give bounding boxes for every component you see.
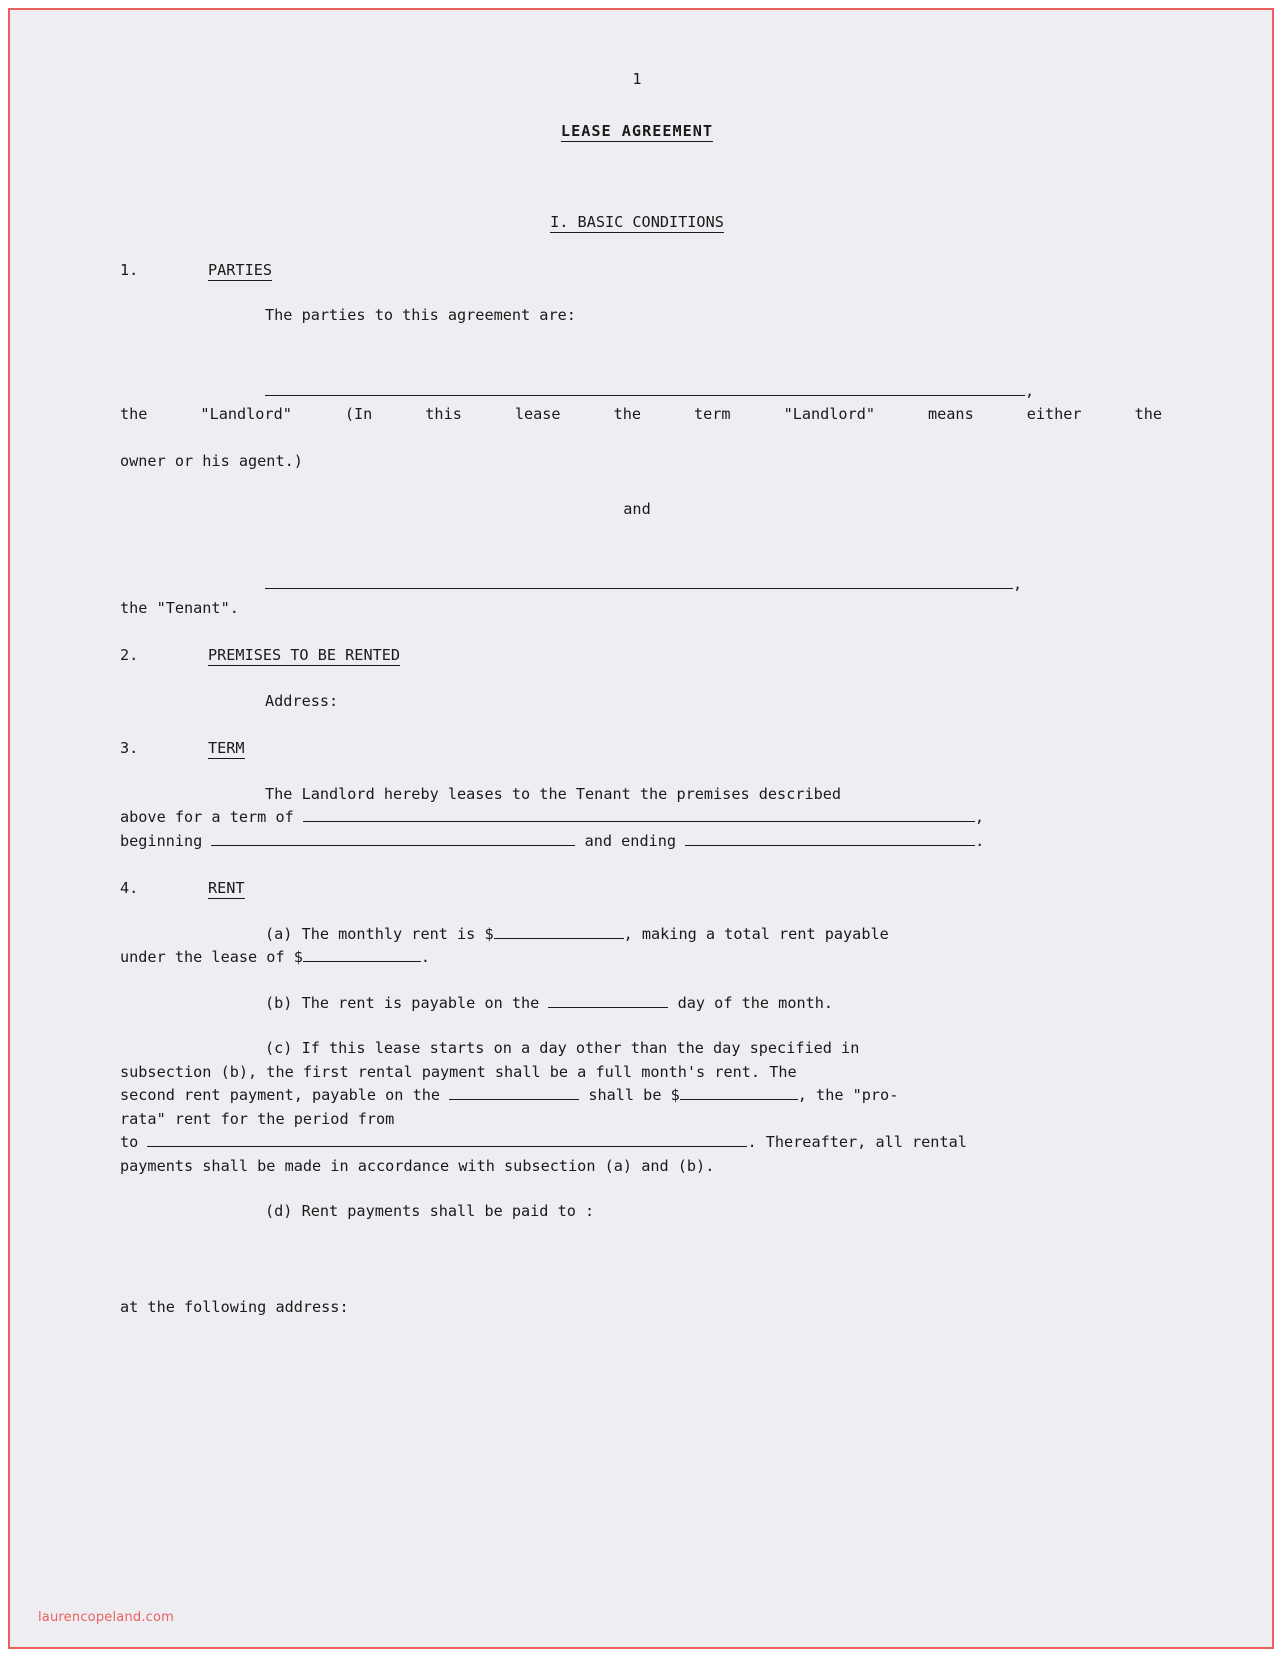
landlord-line-suffix: , (1025, 381, 1035, 400)
premises-address-label (120, 690, 1162, 714)
clause-label (208, 877, 245, 901)
term-line-1 (120, 783, 1162, 807)
rent-c-line-6-text: payments shall be made in accordance with subsection (a) and (b). (120, 1156, 715, 1175)
landlord-fill-block (120, 380, 1162, 474)
rent-a-mid: , making a total rent payable (623, 924, 889, 943)
term-line-2-pre: above for a term of (120, 808, 303, 826)
rent-c-line-3 (120, 1084, 1162, 1108)
clause-number: 1. (120, 260, 139, 279)
rent-c-line-5-pre: to (120, 1133, 148, 1151)
rent-c-line-6 (120, 1155, 1162, 1179)
payee-address-line (120, 1296, 1162, 1320)
document-page (8, 8, 1274, 1649)
term-line-3-pre: beginning (120, 831, 212, 850)
second-payment-date-blank[interactable] (449, 1084, 579, 1100)
rent-c-line-1 (120, 1037, 1162, 1061)
rent-a-line-2 (120, 946, 1162, 970)
landlord-definition-line-1 (120, 403, 1162, 450)
rent-c-line-3-post: , the "pro- (797, 1086, 899, 1104)
rent-item-b (120, 992, 1162, 1016)
clause-rent (120, 877, 1162, 901)
rent-item-c (120, 1037, 1162, 1178)
clause-parties (120, 259, 1162, 283)
rent-c-line-2-text: subsection (b), the first rental payment shall be a full month's rent. The (120, 1062, 797, 1081)
clause-label (208, 644, 400, 668)
rent-item-d (120, 1200, 1162, 1224)
landlord-definition-line-2 (120, 450, 1162, 474)
term-line-3-mid: and ending (575, 831, 686, 850)
document-body (10, 10, 1272, 1647)
clause-label-text: PREMISES TO BE RENTED (208, 646, 401, 664)
tenant-name-blank[interactable] (265, 573, 1013, 589)
clause-term (120, 737, 1162, 761)
watermark: laurencopeland.com (38, 1610, 175, 1625)
rent-b-line (120, 992, 1162, 1016)
clause-number: 3. (120, 739, 139, 757)
clause-label-text: TERM (208, 739, 245, 757)
term-length-blank[interactable] (303, 806, 975, 822)
clause-number: 4. (120, 879, 139, 897)
clause-number: 2. (120, 646, 139, 664)
tenant-definition-text: the "Tenant". (120, 598, 239, 617)
term-line-3-post: . (975, 831, 985, 850)
term-body (120, 783, 1162, 854)
landlord-definition-text-2: owner or his agent.) (120, 452, 303, 470)
rent-c-line-2 (120, 1061, 1162, 1085)
term-end-blank[interactable] (685, 830, 975, 846)
clause-label-text: PARTIES (208, 260, 273, 279)
parties-intro (120, 304, 1162, 328)
rent-c-line-4 (120, 1108, 1162, 1132)
landlord-name-blank[interactable] (265, 380, 1025, 396)
landlord-definition-text-1: the "Landlord" (In this lease the term "Landlord" means either the (120, 405, 1162, 423)
rent-a-pre: (a) The monthly rent is $ (265, 924, 494, 943)
tenant-fill-block (120, 573, 1162, 620)
payee-address-text: at the following address: (120, 1297, 349, 1316)
rent-b-pre: (b) The rent is payable on the (265, 993, 549, 1012)
monthly-rent-blank[interactable] (494, 923, 624, 939)
term-begin-blank[interactable] (211, 830, 575, 846)
premises-address-label-text: Address: (265, 691, 339, 710)
clause-label (208, 737, 245, 761)
rent-c-line-5-post: . Thereafter, all rental (747, 1133, 967, 1151)
rent-c-line-1-text: (c) If this lease starts on a day other than the day specified in (265, 1039, 860, 1057)
total-rent-blank[interactable] (303, 946, 421, 962)
clause-premises (120, 644, 1162, 668)
prorata-period-blank[interactable] (147, 1131, 747, 1147)
term-line-2-post: , (974, 808, 985, 826)
term-line-3 (120, 830, 1162, 854)
rent-d-text: (d) Rent payments shall be paid to : (265, 1202, 595, 1220)
rent-c-line-4-text: rata" rent for the period from (120, 1109, 395, 1128)
rent-a-line-1 (120, 923, 1162, 947)
term-line-2 (120, 806, 1162, 830)
section-heading (112, 211, 1162, 235)
term-line-1-text: The Landlord hereby leases to the Tenant the premises described (265, 784, 842, 803)
parties-intro-text: The parties to this agreement are: (265, 306, 576, 324)
rent-due-day-blank[interactable] (548, 992, 668, 1008)
clause-label-text: RENT (208, 879, 245, 897)
section-heading-text: I. BASIC CONDITIONS (550, 213, 724, 231)
page-title (112, 120, 1162, 144)
rent-item-a (120, 923, 1162, 970)
and-connector: and (623, 499, 651, 518)
clause-label (208, 259, 272, 283)
rent-c-line-3-mid: shall be $ (579, 1086, 680, 1104)
rent-a-line2-pre: under the lease of $ (120, 948, 303, 966)
second-payment-amount-blank[interactable] (680, 1084, 798, 1100)
rent-a-line2-post: . (420, 948, 431, 966)
tenant-line-suffix: , (1013, 575, 1023, 593)
page-title-text: LEASE AGREEMENT (560, 121, 714, 140)
rent-c-line-3-pre: second rent payment, payable on the (120, 1086, 450, 1104)
tenant-definition-line (120, 597, 1162, 621)
rent-c-line-5 (120, 1131, 1162, 1155)
page-number: 1 (632, 70, 642, 88)
rent-b-post: day of the month. (668, 993, 834, 1012)
